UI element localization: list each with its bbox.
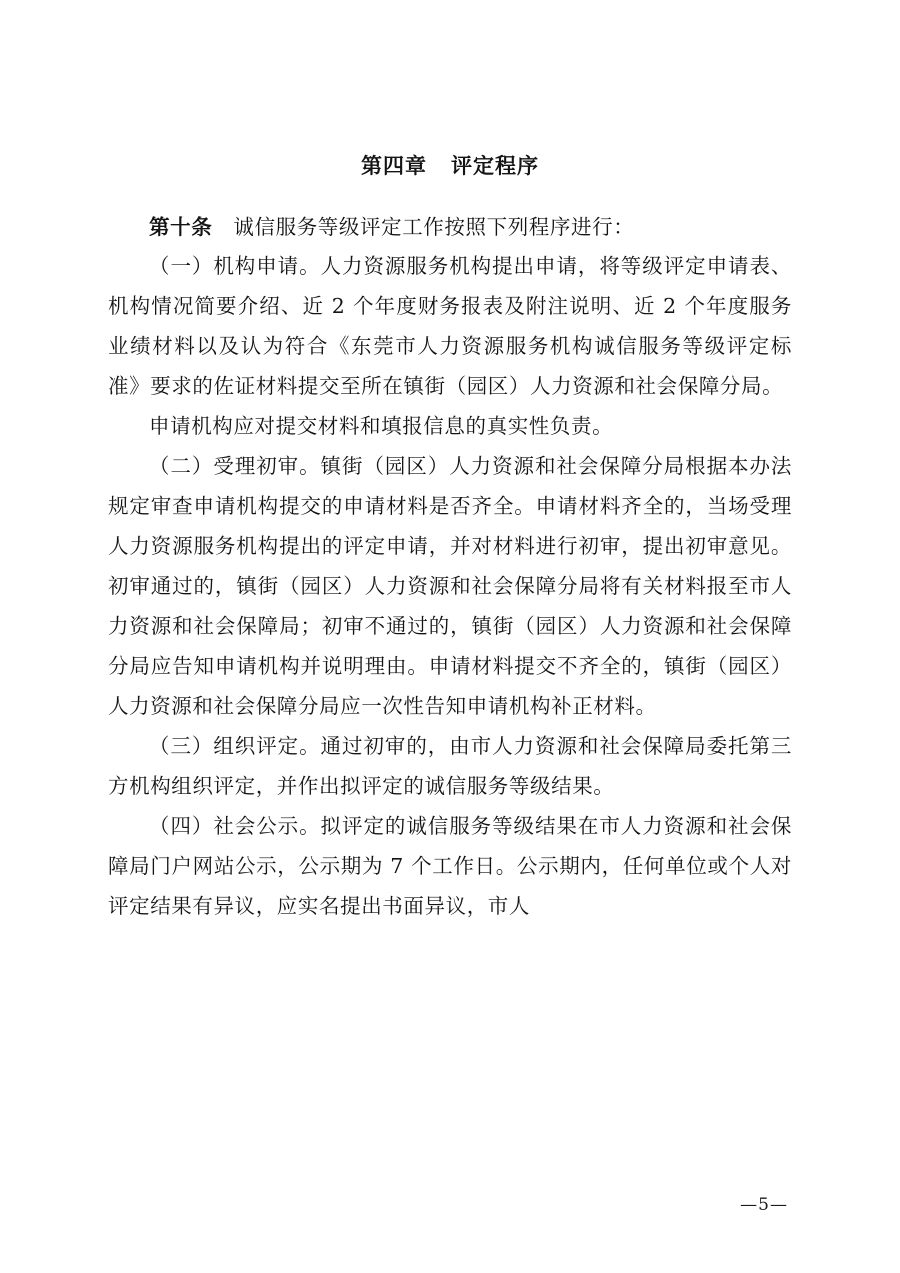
paragraph-item-1: （一）机构申请。人力资源服务机构提出申请，将等级评定申请表、机构情况简要介绍、近 2 个年度财务报表及附注说明、近 2 个年度服务业绩材料以及认为符合《东莞市人力资源服务机构诚信服务等级评定标准》要求的佐证材料提交至所在镇街（园区）人力资源和社会保障分局。 (108, 254, 792, 399)
paragraph-item-3: （三）组织评定。通过初审的，由市人力资源和社会保障局委托第三方机构组织评定，并作出拟评定的诚信服务等级结果。 (108, 734, 792, 799)
paragraph-responsibility: 申请机构应对提交材料和填报信息的真实性负责。 (149, 414, 614, 439)
chapter-title-text: 评定程序 (451, 153, 539, 178)
article-label: 第十条 (149, 214, 213, 239)
chapter-number: 第四章 (361, 153, 427, 178)
page-number: —5— (740, 1195, 788, 1215)
article-text: 诚信服务等级评定工作按照下列程序进行： (212, 214, 635, 239)
paragraph-item-2: （二）受理初审。镇街（园区）人力资源和社会保障分局根据本办法规定审查申请机构提交的申请材料是否齐全。申请材料齐全的，当场受理人力资源服务机构提出的评定申请，并对材料进行初审，提出初审意见。初审通过的，镇街（园区）人力资源和社会保障分局将有关材料报至市人力资源和社会保障局；初审不通过的，镇街（园区）人力资源和社会保障分局应告知申请机构并说明理由。申请材料提交不齐全的，镇街（园区）人力资源和社会保障分局应一次性告知申请机构补正材料。 (108, 454, 792, 719)
paragraph-article-10 (108, 208, 792, 248)
paragraph-item-4: （四）社会公示。拟评定的诚信服务等级结果在市人力资源和社会保障局门户网站公示，公示期为 7 个工作日。公示期内，任何单位或个人对评定结果有异议，应实名提出书面异议，市人 (108, 814, 792, 918)
chapter-heading (108, 150, 792, 182)
